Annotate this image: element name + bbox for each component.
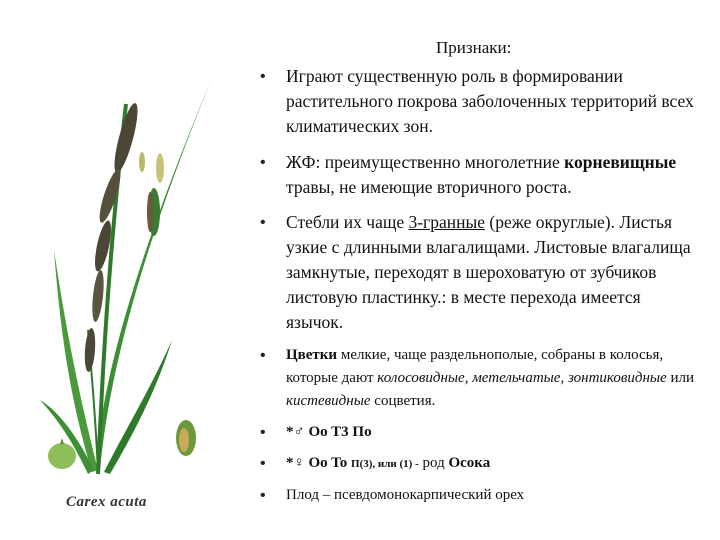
carex-illustration — [0, 0, 260, 540]
bullet-marker: • — [260, 424, 266, 441]
slide-title: Признаки: — [436, 38, 512, 57]
bullet-item — [256, 150, 696, 200]
spike — [90, 270, 105, 323]
bullet-marker: • — [260, 455, 266, 472]
bullet-text: (реже округлые). Листья узкие с длинными влагалищами. Листовые влагалища замкнутые, переходят в шероховатую от зубчиков листовую пластинку.: в месте перехода имеется язычок. — [286, 212, 691, 332]
bullet-text: Плод – псевдомонокарпический орех — [286, 487, 525, 503]
fruit — [48, 443, 76, 469]
spike — [83, 328, 96, 373]
italic-term: колосовидные, метельчатые, зонтиковидные — [377, 370, 667, 386]
bullet-marker: • — [260, 347, 266, 364]
underlined-term: 3-гранные — [408, 212, 486, 232]
bullet-item — [256, 484, 696, 507]
bullet-item — [256, 452, 696, 476]
bullet-text: Стебли их чаще — [286, 212, 405, 232]
italic-term: кистевидные — [286, 393, 371, 409]
spikelet — [147, 192, 153, 232]
bullet-marker: • — [260, 154, 266, 171]
bold-term: корневищные — [564, 152, 677, 172]
bullet-text: мелкие, чаще раздельнополые, собраны в колосья, которые дают — [286, 347, 664, 386]
formula-subscript: П(3), или (1) - — [351, 458, 419, 470]
fruit-tip — [60, 438, 64, 444]
bullet-text: или — [670, 370, 694, 386]
genus-name: Осока — [448, 455, 491, 471]
bullet-marker: • — [260, 214, 266, 231]
flower-formula-male: *♂ Oo T3 Пo — [286, 424, 372, 440]
bullet-list — [256, 64, 696, 507]
bullet-item — [256, 421, 696, 444]
spikelet — [139, 152, 145, 172]
bullet-marker: • — [260, 68, 266, 85]
bullet-item — [256, 64, 696, 139]
bullet-item — [256, 210, 696, 335]
illustration-caption: Carex acuta — [66, 494, 147, 510]
spikelet — [156, 153, 164, 183]
bold-term: Цветки — [286, 347, 338, 363]
leaf — [96, 78, 212, 470]
bullet-text: соцветия. — [374, 393, 436, 409]
bullet-marker: • — [260, 487, 266, 504]
spike — [96, 168, 125, 225]
bullet-text: ЖФ: преимущественно многолетние — [286, 152, 560, 172]
flower-formula-female: *♀ Oo To — [286, 455, 348, 471]
bullet-text: Играют существенную роль в формировании растительного покрова заболоченных территорий всех климатических зон. — [286, 66, 694, 136]
bullet-item — [256, 344, 696, 413]
bullet-text: травы, не имеющие вторичного роста. — [286, 177, 572, 197]
genus-label: род — [422, 455, 445, 471]
fruit — [179, 428, 189, 452]
